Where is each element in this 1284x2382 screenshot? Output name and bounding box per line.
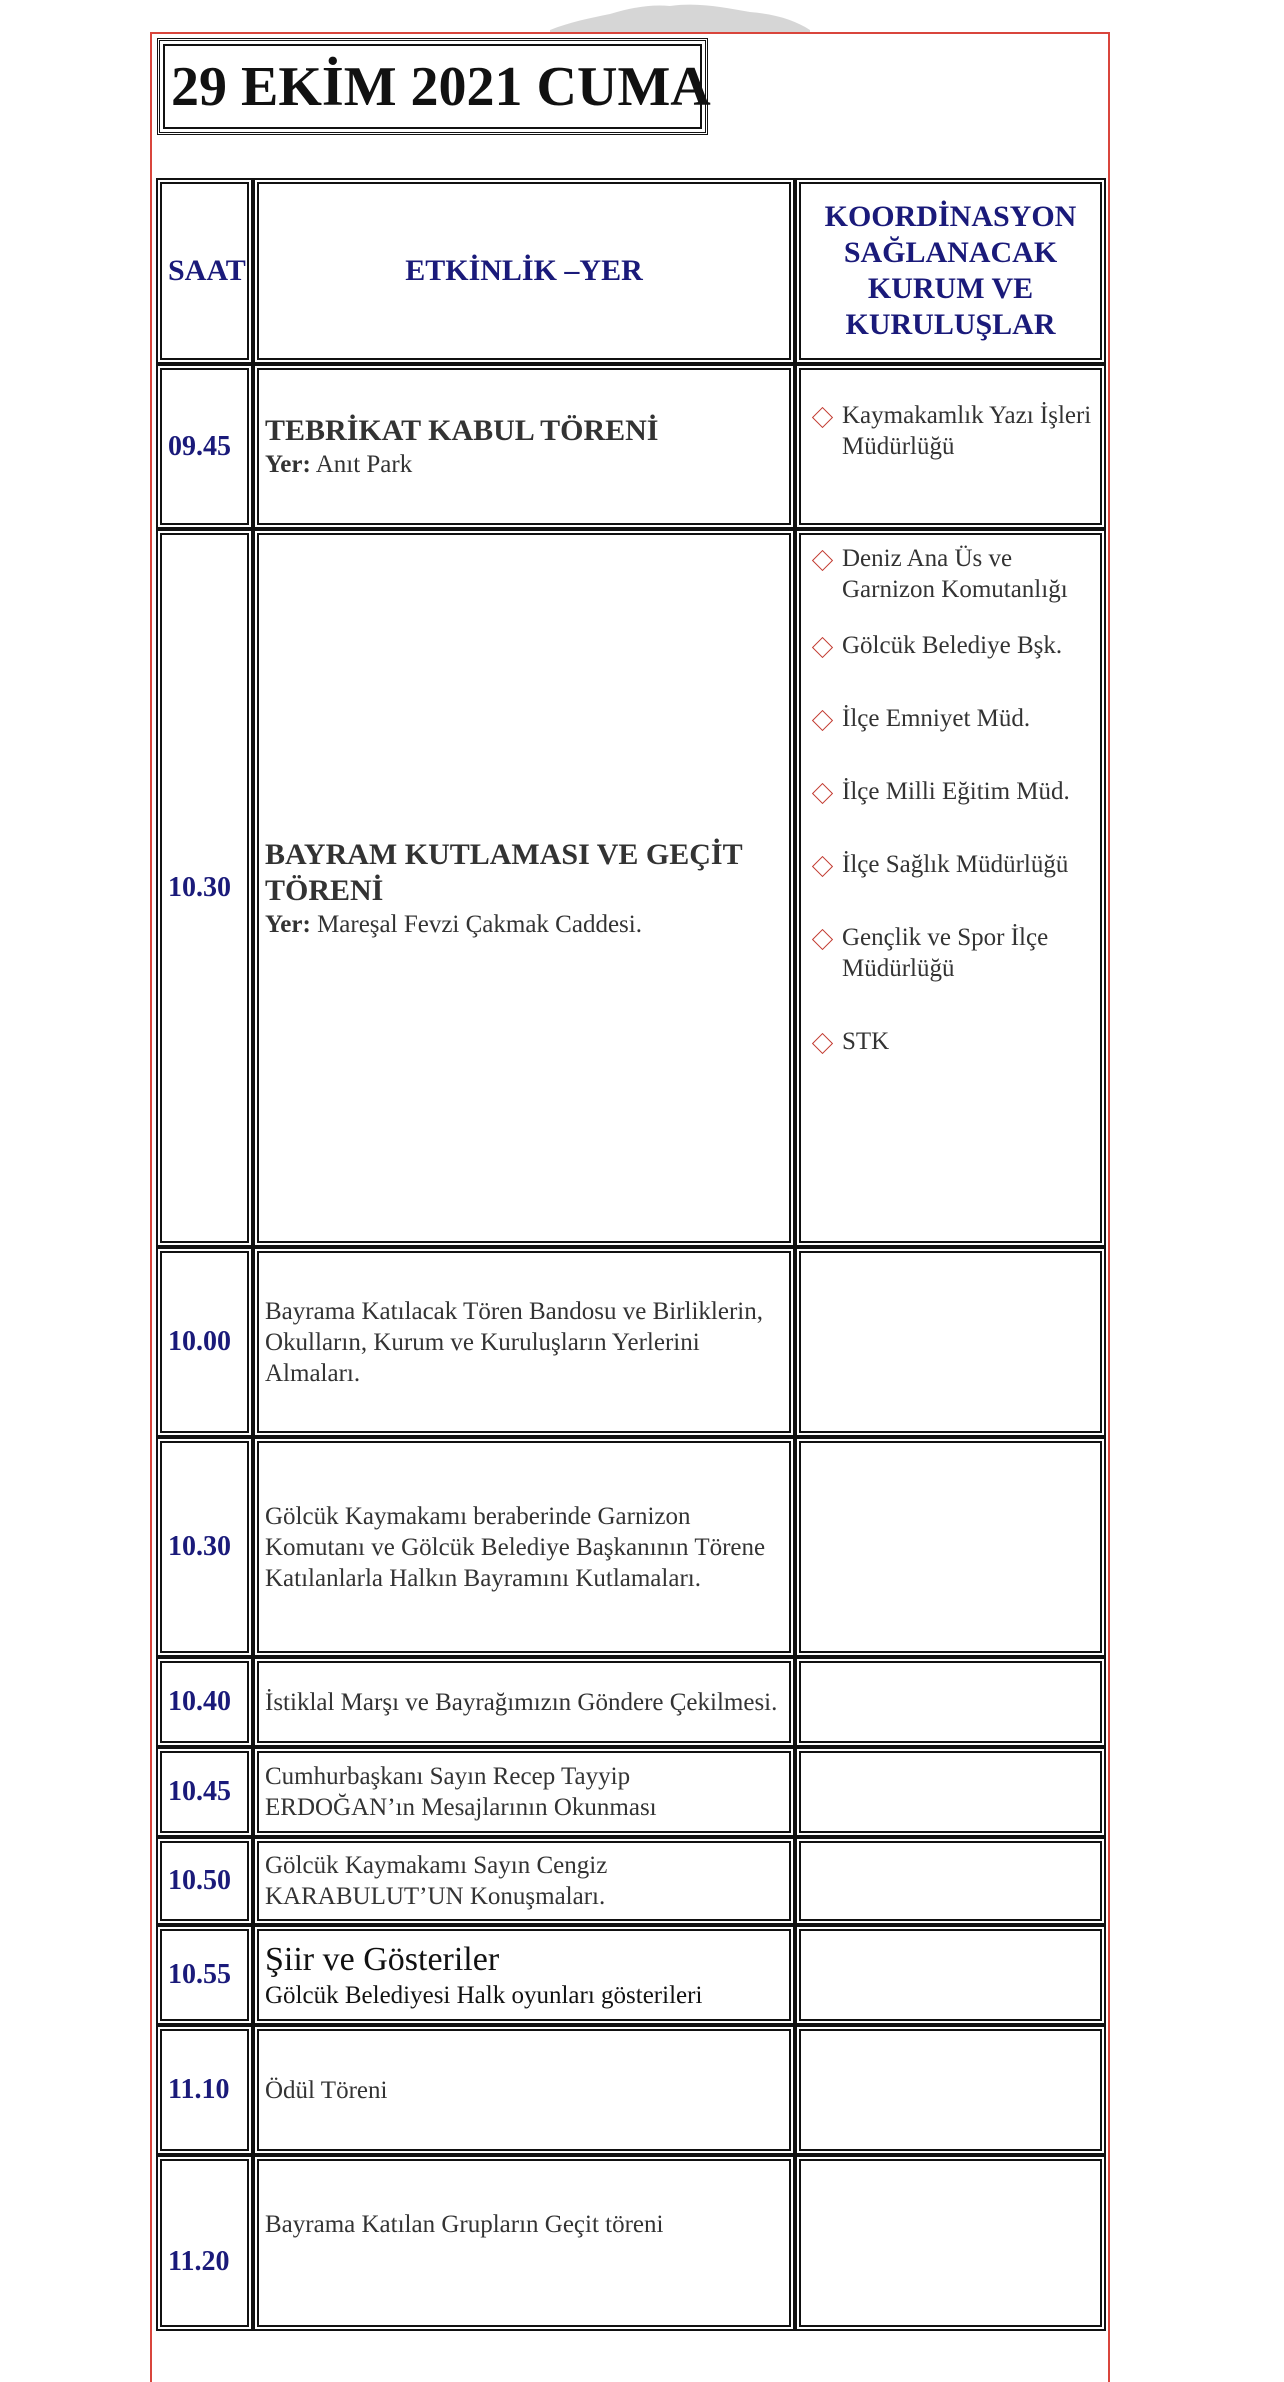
table-row	[156, 1247, 1106, 1437]
row-coordination	[795, 364, 1106, 529]
row-event	[253, 529, 795, 1247]
coordination-item: Deniz Ana Üs ve Garnizon Komutanlığı	[811, 543, 1094, 605]
diamond-outline-icon	[812, 637, 833, 658]
table-row	[156, 2155, 1106, 2331]
table-row	[156, 1747, 1106, 1837]
coordination-item: Kaymakamlık Yazı İşleri Müdürlüğü	[811, 400, 1094, 462]
row-time: 10.00	[156, 1247, 253, 1437]
row-event: Gölcük Kaymakamı Sayın Cengiz KARABULUT’UN Konuşmaları.	[253, 1837, 795, 1925]
row-coordination	[795, 2155, 1106, 2331]
coordination-item: İlçe Emniyet Müd.	[811, 703, 1094, 734]
row-event	[253, 364, 795, 529]
event-title: TEBRİKAT KABUL TÖRENİ	[265, 414, 659, 447]
row-time: 10.40	[156, 1657, 253, 1747]
table-row	[156, 2025, 1106, 2155]
row-time: 10.30	[156, 1437, 253, 1657]
row-event: İstiklal Marşı ve Bayrağımızın Göndere Çekilmesi.	[253, 1657, 795, 1747]
diamond-outline-icon	[812, 783, 833, 804]
event-place	[265, 909, 781, 940]
header-koordinasyon: KOORDİNASYON SAĞLANACAK KURUM VE KURULUŞLAR	[795, 178, 1106, 364]
row-coordination	[795, 1437, 1106, 1657]
row-time: 10.30	[156, 529, 253, 1247]
title-box	[157, 38, 711, 135]
row-event	[253, 1925, 795, 2025]
header-saat: SAAT	[156, 178, 253, 364]
row-coordination	[795, 1657, 1106, 1747]
place-label: Yer:	[265, 451, 311, 478]
table-row	[156, 1837, 1106, 1925]
place-label: Yer:	[265, 910, 311, 938]
row-time: 09.45	[156, 364, 253, 529]
table-row	[156, 1925, 1106, 2025]
table-row	[156, 1437, 1106, 1657]
coordination-item: İlçe Sağlık Müdürlüğü	[811, 849, 1094, 880]
event-subtitle: Gölcük Belediyesi Halk oyunları gösterileri	[265, 1981, 703, 2009]
event-title: BAYRAM KUTLAMASI VE GEÇİT TÖRENİ	[265, 837, 743, 907]
row-time: 10.45	[156, 1747, 253, 1837]
row-time: 11.20	[156, 2155, 253, 2331]
scan-smudge-decoration	[550, 0, 810, 34]
diamond-outline-icon	[812, 550, 833, 571]
row-coordination	[795, 1925, 1106, 2025]
event-title: Şiir ve Gösteriler	[265, 1940, 500, 1978]
diamond-outline-icon	[812, 929, 833, 950]
row-coordination	[795, 1247, 1106, 1437]
place-value: Mareşal Fevzi Çakmak Caddesi.	[317, 910, 642, 938]
row-coordination	[795, 2025, 1106, 2155]
page-title: 29 EKİM 2021 CUMA	[171, 55, 711, 118]
table-row	[156, 1657, 1106, 1747]
row-event: Gölcük Kaymakamı beraberinde Garnizon Komutanı ve Gölcük Belediye Başkanının Törene Katılanlarla Halkın Bayramını Kutlamaları.	[253, 1437, 795, 1657]
event-place	[265, 449, 781, 480]
row-event: Bayrama Katılacak Tören Bandosu ve Birliklerin, Okulların, Kurum ve Kuruluşların Yerlerini Almaları.	[253, 1247, 795, 1437]
diamond-outline-icon	[812, 407, 833, 428]
row-time: 10.50	[156, 1837, 253, 1925]
row-coordination	[795, 1747, 1106, 1837]
row-event: Ödül Töreni	[253, 2025, 795, 2155]
row-coordination	[795, 1837, 1106, 1925]
coordination-item: Gençlik ve Spor İlçe Müdürlüğü	[811, 922, 1094, 984]
program-table	[156, 178, 1106, 2331]
table-row	[156, 364, 1106, 529]
coordination-item: İlçe Milli Eğitim Müd.	[811, 776, 1094, 807]
row-coordination	[795, 529, 1106, 1247]
diamond-outline-icon	[812, 856, 833, 877]
header-etkinlik: ETKİNLİK –YER	[253, 178, 795, 364]
row-event: Bayrama Katılan Grupların Geçit töreni	[253, 2155, 795, 2331]
diamond-outline-icon	[812, 710, 833, 731]
place-value: Anıt Park	[315, 451, 413, 478]
coordination-item: STK	[811, 1026, 1094, 1057]
diamond-outline-icon	[812, 1033, 833, 1054]
coordination-item: Gölcük Belediye Bşk.	[811, 630, 1094, 661]
row-event: Cumhurbaşkanı Sayın Recep Tayyip ERDOĞAN’ın Mesajlarının Okunması	[253, 1747, 795, 1837]
row-time: 10.55	[156, 1925, 253, 2025]
row-time: 11.10	[156, 2025, 253, 2155]
table-row	[156, 529, 1106, 1247]
table-header-row	[156, 178, 1106, 364]
